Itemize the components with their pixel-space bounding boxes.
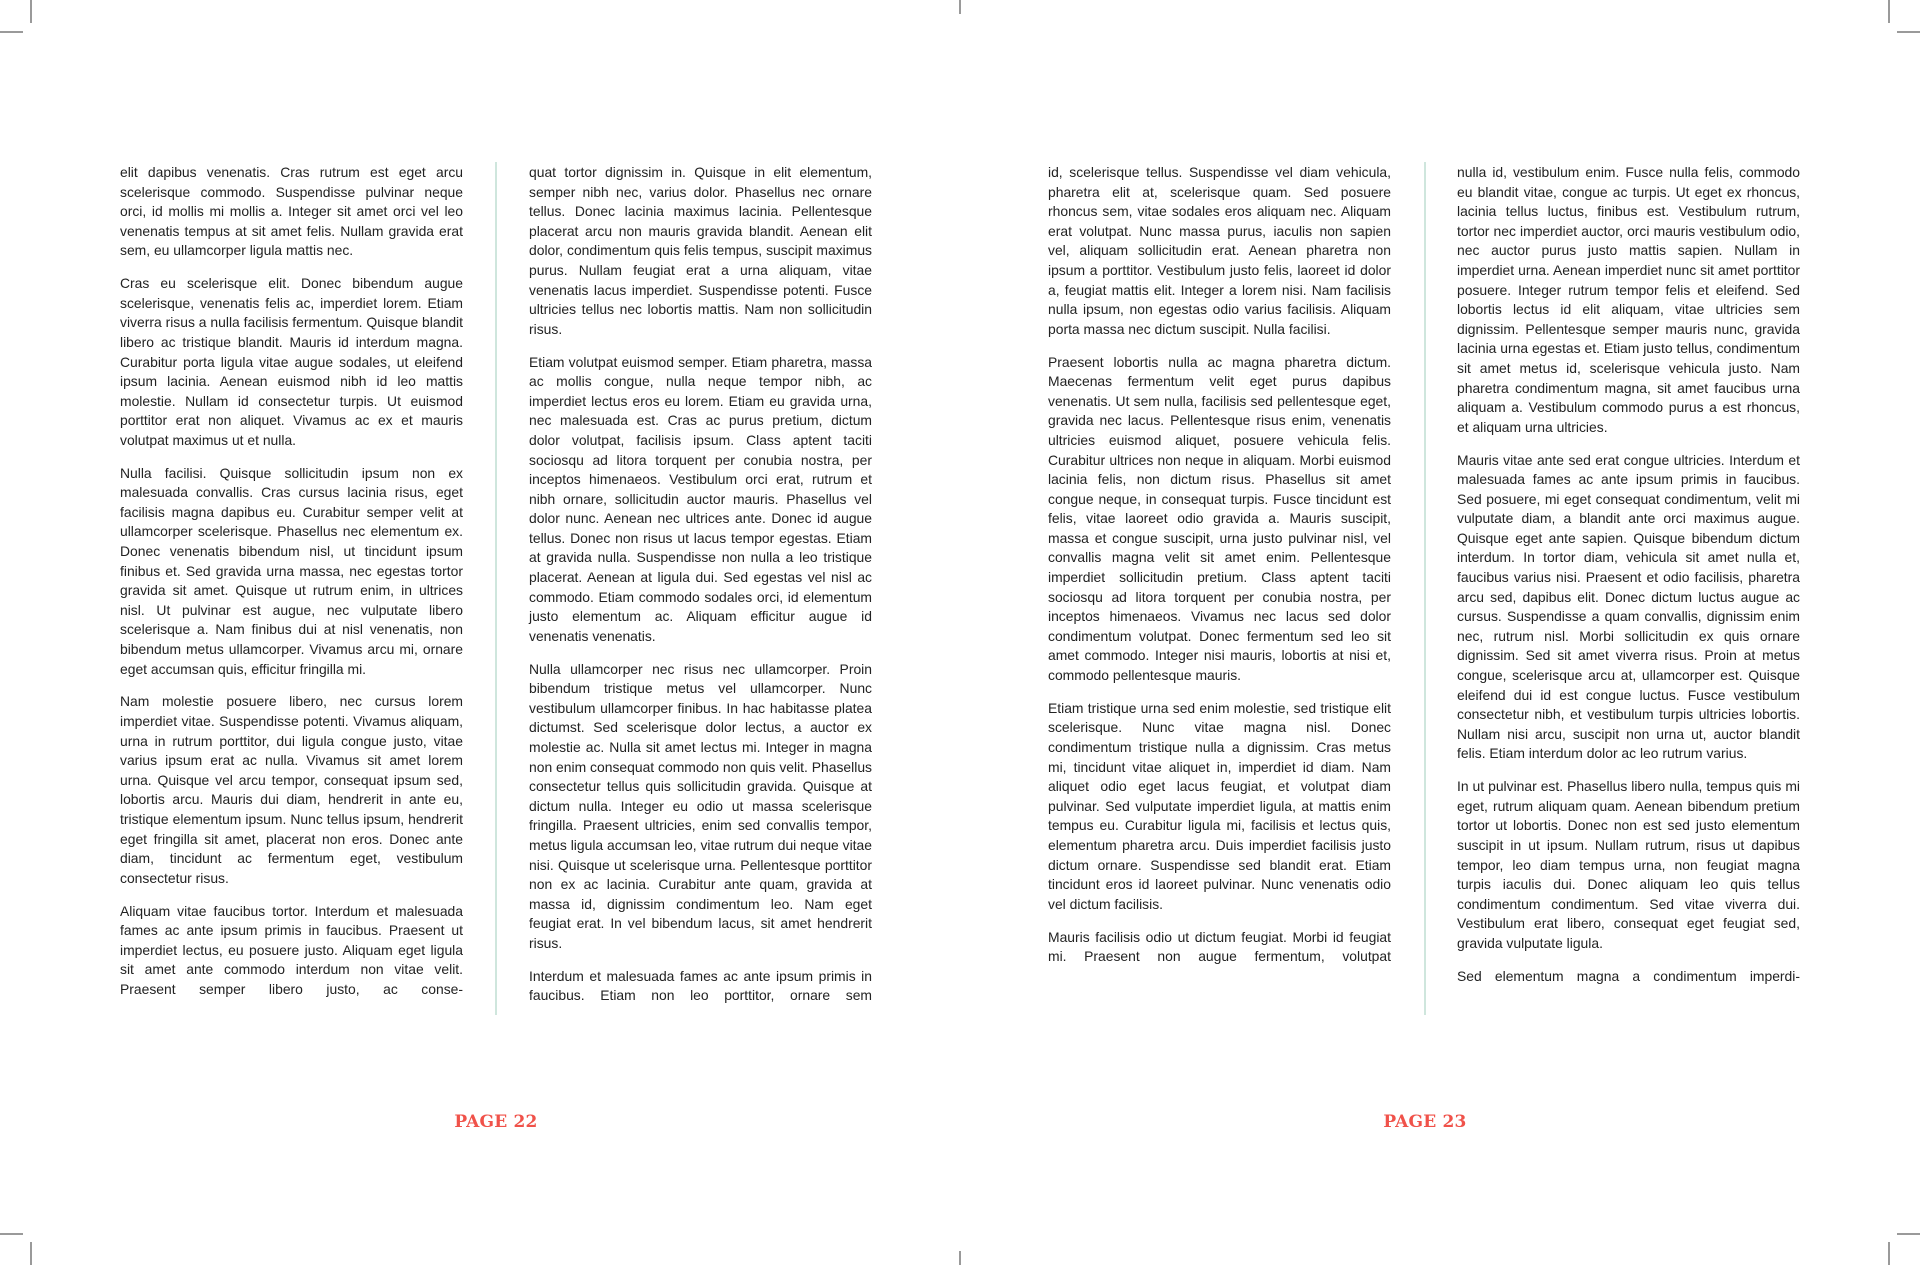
crop-mark-top-center	[959, 0, 961, 14]
paragraph: Etiam volutpat euismod semper. Etiam pharetra, massa ac mollis congue, nulla neque tempor nibh, ac imperdiet lectus eros eu lorem. Etiam eu gravida urna, nec malesuada est. Cras ac purus pretium, dictum dolor volutpat, facilisis ipsum. Class aptent taciti sociosqu ad litora torquent per conubia nostra, per inceptos himenaeos. Vestibulum orci erat, rutrum et nibh ornare, sollicitudin auctor mauris. Phasellus vel dolor nunc. Aenean nec ultrices ante. Donec id augue tellus. Donec non risus ut lacus tempor egestas. Etiam at gravida nulla. Suspendisse non nulla a leo tristique placerat. Aenean at ligula dui. Sed egestas vel nisl ac commodo. Etiam commodo sodales orci, id elementum justo elementum ac. Aliquam efficitur augue id venenatis venenatis.	[529, 353, 872, 644]
column-rule	[1424, 162, 1426, 1015]
page-number: PAGE 23	[1383, 1112, 1467, 1132]
paragraph: In ut pulvinar est. Phasellus libero nulla, tempus quis mi eget, rutrum aliquam quam. Aenean bibendum pretium tortor ut lobortis. Donec non est sed justo elementum suscipit in ut ipsum. Nullam rutrum, risus ut dapibus tempor, leo diam tempus urna, non feugiat magna turpis iaculis dui. Donec aliquam leo quis tellus condimentum condimentum. Sed vitae viverra dui. Vestibulum erat libero, consequat eget feugiat sed, gravida vulputate ligula.	[1457, 778, 1800, 951]
crop-mark-top-right-horizontal	[1897, 31, 1920, 33]
paragraph: Nulla facilisi. Quisque sollicitudin ipsum non ex malesuada convallis. Cras cursus lacinia risus, eget facilisis magna dapibus eu. Curabitur semper velit at ullamcorper scelerisque. Phasellus nec elementum ex. Donec venenatis bibendum nisl, ut tincidunt ipsum finibus et. Sed gravida urna massa, nec egestas tortor gravida sit amet. Quisque ut rutrum enim, in ultrices nisl. Ut pulvinar est augue, nec vulputate libero scelerisque a. Nam finibus dui at nisl venenatis, non bibendum metus ullamcorper. Vivamus arcu mi, ornare eget accumsan quis, efficitur fringilla mi.	[120, 464, 463, 677]
crop-mark-bottom-center	[959, 1251, 961, 1265]
paragraph: id, scelerisque tellus. Suspendisse vel diam vehicula, pharetra elit at, scelerisque quam. Sed posuere rhoncus sem, vitae sodales eros aliquam nec. Aliquam erat volutpat. Nunc massa purus, iaculis non sapien vel, aliquam sollicitudin erat. Aenean pharetra non ipsum a porttitor. Vestibulum justo felis, laoreet id dolor a, feugiat mattis elit. Integer a lorem nisi. Nam facilisis nulla ipsum, non egestas odio varius facilisis. Aliquam porta massa nec dictum suscipit. Nulla facilisi.	[1048, 164, 1391, 337]
page-22-column-1	[120, 163, 463, 1013]
paragraph: Mauris vitae ante sed erat congue ultricies. Interdum et malesuada fames ac ante ipsum primis in faucibus. Sed posuere, mi eget consequat condimentum, velit mi vulputate diam, a blandit ante orci maximus augue. Quisque eget ante sapien. Quisque bibendum dictum interdum. In tortor diam, vehicula sit amet nulla et, faucibus varius nisi. Praesent et odio facilisis, pharetra arcu sed, dapibus elit. Donec dictum luctus augue ac cursus. Suspendisse a quam convallis, dignissim enim nec, rutrum nisl. Morbi sollicitudin ex quis ornare dignissim. Sed sit amet viverra risus. Proin at metus congue, scelerisque arcu at, ullamcorper est. Quisque eleifend dui id est congue luctus. Fusce vestibulum consectetur nibh, et vestibulum turpis ultricies lobortis. Nullam nisi arcu, suscipit non urna ut, auctor blandit felis. Etiam interdum dolor ac leo rutrum varius.	[1457, 451, 1800, 762]
paragraph: Mauris facilisis odio ut dictum feugiat. Morbi id feugiat mi. Praesent non augue fermentum, volutpat	[1048, 928, 1391, 965]
crop-mark-top-left-vertical	[30, 0, 32, 23]
crop-mark-top-right-vertical	[1888, 0, 1890, 23]
paragraph: Praesent lobortis nulla ac magna pharetra dictum. Maecenas fermentum velit eget purus dapibus venenatis. Ut sem nulla, facilisis sed pellentesque eget, gravida nec lacus. Pellentesque risus enim, venenatis ultricies euismod aliquet, posuere vehicula felis. Curabitur ultrices non neque in aliquam. Morbi euismod lacinia felis, non dictum risus. Phasellus sit amet congue neque, in consequat turpis. Fusce tincidunt est felis, vitae laoreet odio gravida a. Mauris suscipit, massa et congue suscipit, urna justo pulvinar nisl, vel convallis magna velit sit amet enim. Pellentesque imperdiet sollicitudin pretium. Class aptent taciti sociosqu ad litora torquent per conubia nostra, per inceptos himenaeos. Vivamus nec lacus sed dolor condimentum volutpat. Donec fermentum sed leo sit amet commodo. Integer nisi mauris, lobortis at nisi et, commodo pellentesque mauris.	[1048, 353, 1391, 684]
paragraph: elit dapibus venenatis. Cras rutrum est eget arcu scelerisque commodo. Suspendisse pulvinar neque orci, id mollis mi mollis a. Integer sit amet orci vel leo venenatis tempus at sit amet felis. Nullam gravida erat sem, eu ullamcorper ligula mattis nec.	[120, 164, 463, 259]
page-22-column-2	[529, 163, 872, 1019]
paragraph: Nulla ullamcorper nec risus nec ullamcorper. Proin bibendum tristique metus vel ullamcorper. Nunc vestibulum ullamcorper finibus. In hac habitasse platea dictumst. Sed scelerisque dolor lectus, a auctor ex molestie ac. Nulla sit amet lectus mi. Integer in magna non enim consequat commodo non quis velit. Phasellus consectetur tellus quis sollicitudin gravida. Quisque at dictum nulla. Integer eu odio ut massa scelerisque fringilla. Praesent ultricies, enim sed convallis tempor, metus ligula accumsan leo, vitae rutrum dui neque vitae nisi. Quisque ut scelerisque urna. Pellentesque porttitor non ex ac lacinia. Curabitur ante quam, gravida at massa id, dignissim condimentum leo. Nam eget feugiat erat. In vel bibendum lacus, sit amet hendrerit risus.	[529, 660, 872, 951]
paragraph: Nam molestie posuere libero, nec cursus lorem imperdiet vitae. Suspendisse potenti. Vivamus aliquam, urna in rutrum porttitor, dui ligula congue justo, vitae varius ipsum erat ac nulla. Vivamus sit amet lorem urna. Quisque vel arcu tempor, consequat ipsum sed, lobortis arcu. Mauris dui diam, hendrerit in ante eu, tristique elementum ipsum. Nunc tellus ipsum, hendrerit eget fringilla sit amet, placerat non eros. Donec ante diam, tincidunt ac fermentum eget, vestibulum consectetur risus.	[120, 693, 463, 886]
paragraph: Sed elementum magna a condimentum imperdi-	[1457, 967, 1800, 984]
paragraph: nulla id, vestibulum enim. Fusce nulla felis, commodo eu blandit vitae, congue ac turpis. Ut eget ex rhoncus, lacinia tellus luctus, finibus est. Vestibulum rutrum, tortor nec imperdiet auctor, orci mauris vestibulum odio, nec auctor purus justo mattis sapien. Nullam in imperdiet urna. Aenean imperdiet nunc sit amet porttitor posuere. Integer rutrum tempor felis et eleifend. Sed lobortis lectus id elit aliquam, vitae ultricies sem dignissim. Pellentesque semper mauris nunc, gravida lacinia urna egestas et. Etiam justo tellus, condimentum sit amet metus id, scelerisque vehicula justo. Nam pharetra condimentum magna, sit amet faucibus urna aliquam a. Vestibulum commodo purus a est rhoncus, et aliquam urna ultricies.	[1457, 164, 1800, 435]
crop-mark-top-left-horizontal	[0, 31, 23, 33]
crop-mark-bottom-left-horizontal	[0, 1233, 23, 1235]
paragraph: Cras eu scelerisque elit. Donec bibendum augue scelerisque, venenatis felis ac, imperdiet lorem. Etiam viverra risus a nulla facilisis fermentum. Quisque blandit libero ac tristique blandit. Mauris id interdum magna. Curabitur porta ligula vitae augue sodales, ut eleifend ipsum lacinia. Aenean euismod nibh id leo mattis molestie. Nullam id consectetur turpis. Ut euismod porttitor erat non aliquet. Vivamus ac ex et mauris volutpat maximus ut et nulla.	[120, 275, 463, 448]
paragraph: Etiam tristique urna sed enim molestie, sed tristique elit scelerisque. Nunc vitae magna nisl. Donec condimentum tristique nulla a dignissim. Cras metus mi, tincidunt vitae aliquet in, imperdiet id diam. Nam aliquet odio eget lacus feugiat, et volutpat diam pulvinar. Sed vulputate imperdiet ligula, at mattis enim tempus eu. Curabitur ligula mi, facilisis et lectus quis, elementum pharetra arcu. Duis imperdiet facilisis justo dictum ornare. Suspendisse sed blandit erat. Etiam tincidunt eros id laoreet pulvinar. Nunc venenatis odio vel dictum facilisis.	[1048, 699, 1391, 912]
column-rule	[495, 162, 497, 1015]
crop-mark-bottom-right-horizontal	[1897, 1233, 1920, 1235]
paragraph: Interdum et malesuada fames ac ante ipsum primis in faucibus. Etiam non leo porttitor, ornare sem	[529, 967, 872, 1004]
paragraph: Aliquam vitae faucibus tortor. Interdum et malesuada fames ac ante ipsum primis in faucibus. Praesent ut imperdiet lectus, eu posuere justo. Aliquam eget ligula sit amet ante commodo interdum non vitae velit. Praesent semper libero justo, ac conse-	[120, 902, 463, 997]
page-23-column-1	[1048, 163, 1391, 980]
crop-mark-bottom-right-vertical	[1888, 1242, 1890, 1265]
paragraph: quat tortor dignissim in. Quisque in elit elementum, semper nibh nec, varius dolor. Phasellus nec ornare tellus. Donec lacinia maximus lacinia. Pellentesque placerat arcu non mauris gravida blandit. Aenean elit dolor, condimentum quis felis tempus, suscipit maximus purus. Nullam feugiat erat a urna aliquam, vitae venenatis lacus imperdiet. Suspendisse potenti. Fusce ultricies tellus nec lobortis mattis. Nam non sollicitudin risus.	[529, 164, 872, 337]
page-23-column-2	[1457, 163, 1800, 1000]
crop-mark-bottom-left-vertical	[30, 1242, 32, 1265]
page-number: PAGE 22	[454, 1112, 538, 1132]
